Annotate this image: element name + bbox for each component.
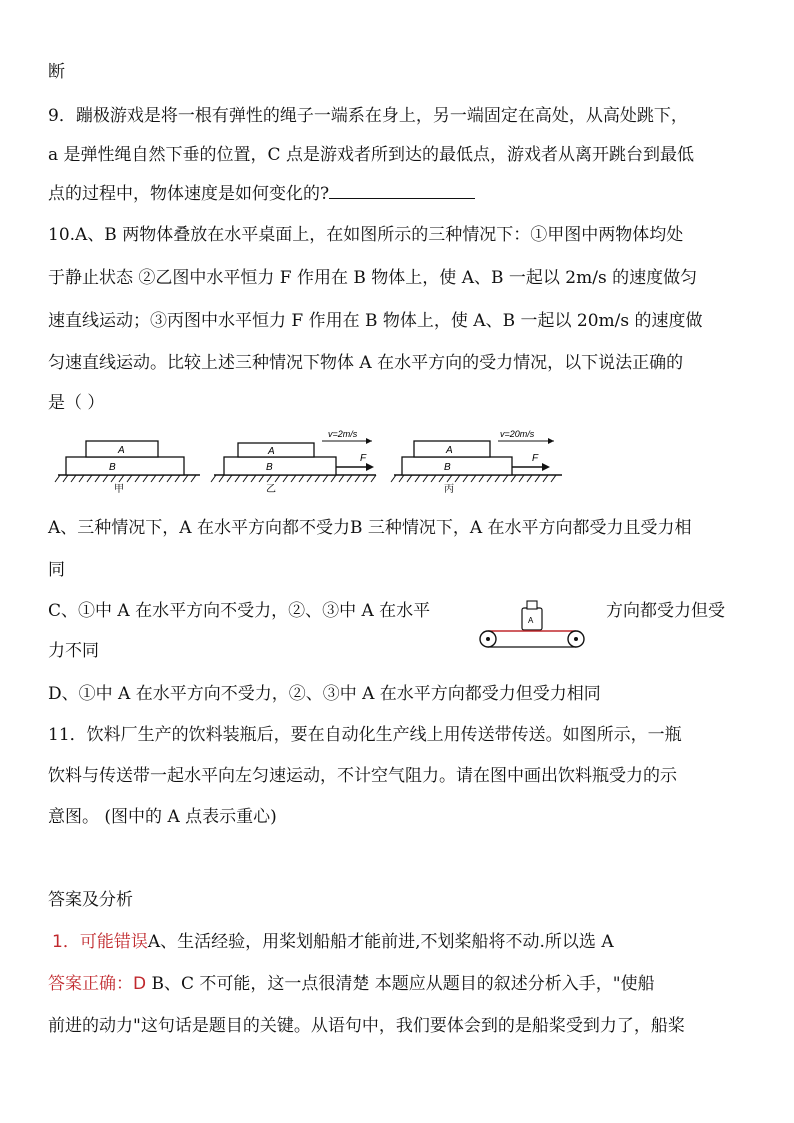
- velocity-label: v=20m/s: [500, 429, 535, 439]
- option-c-line-2: 力不同: [48, 641, 99, 661]
- correct-answer-label: 答案正确：D: [48, 974, 147, 994]
- answers-heading: 答案及分析: [48, 890, 133, 910]
- label-a: A: [118, 445, 125, 456]
- answer-3-line: 前进的动力"这句话是题目的关键。从语句中，我们要体会到的是船桨受到力了，船桨: [48, 1016, 685, 1036]
- label-a: A: [268, 446, 275, 457]
- label-b: B: [444, 462, 451, 473]
- figure-11-conveyor-belt: [476, 594, 588, 656]
- question-11-line-2: 饮料与传送带一起水平向左匀速运动，不计空气阻力。请在图中画出饮料瓶受力的示: [48, 766, 677, 786]
- caption-bing: 丙: [444, 484, 454, 495]
- caption-jia: 甲: [114, 484, 124, 495]
- panel-yi: [211, 429, 376, 495]
- block-b: [224, 457, 336, 475]
- answer-2-line: [48, 974, 655, 994]
- answer-2-text: B、C 不可能，这一点很清楚 本题应从题目的叙述分析入手，"使船: [146, 974, 655, 994]
- block-b: [402, 457, 512, 475]
- answer-blank: [329, 184, 475, 199]
- question-9-text: 点的过程中，物体速度是如何变化的?: [48, 184, 330, 204]
- question-10-line-3: 速直线运动；③丙图中水平恒力 F 作用在 B 物体上，使 A、B 一起以 20m/s 的速度做: [48, 311, 703, 331]
- force-label: F: [360, 453, 367, 464]
- block-a: [238, 443, 314, 457]
- question-10-line-5: 是（ ）: [48, 393, 105, 413]
- label-b: B: [266, 462, 273, 473]
- label-b: B: [109, 462, 116, 473]
- question-10-line-4: 匀速直线运动。比较上述三种情况下物体 A 在水平方向的受力情况，以下说法正确的: [48, 353, 684, 373]
- caption-yi: 乙: [266, 484, 276, 495]
- option-a-line-1: A、三种情况下，A 在水平方向都不受力B 三种情况下，A 在水平方向都受力且受力相: [48, 518, 692, 538]
- question-11-line-1: 11．饮料厂生产的饮料装瓶后，要在自动化生产线上用传送带传送。如图所示，一瓶: [48, 725, 682, 745]
- force-label: F: [532, 453, 539, 464]
- bottle-label: A: [528, 616, 534, 625]
- question-10-line-2: 于静止状态 ②乙图中水平恒力 F 作用在 B 物体上，使 A、B 一起以 2m/s 的速度做匀: [48, 268, 698, 288]
- velocity-label: v=2m/s: [328, 429, 358, 439]
- question-9-line-3: [48, 184, 475, 204]
- answer-1-text: A、生活经验，用桨划船船才能前进,不划桨船将不动.所以选 A: [147, 932, 614, 952]
- possible-error-label: 1．可能错误: [52, 932, 148, 952]
- panel-jia: [55, 441, 200, 495]
- bottle-cap: [527, 601, 537, 609]
- question-11-line-3: 意图。 (图中的 A 点表示重心): [48, 807, 277, 827]
- figure-10-stacked-blocks: [54, 426, 574, 496]
- option-d: D、①中 A 在水平方向不受力，②、③中 A 在水平方向都受力但受力相同: [48, 684, 601, 704]
- panel-bing: [391, 429, 562, 495]
- text-line: 断: [48, 62, 65, 82]
- question-9-line-1: 9．蹦极游戏是将一根有弹性的绳子一端系在身上，另一端固定在高处，从高处跳下，: [48, 106, 688, 126]
- answer-1-line: [52, 932, 614, 952]
- question-10-line-1: 10.A、B 两物体叠放在水平桌面上，在如图所示的三种情况下：①甲图中两物体均处: [48, 225, 684, 245]
- option-a-line-2: 同: [48, 560, 65, 580]
- option-c-line-1-left: C、①中 A 在水平方向不受力，②、③中 A 在水平: [48, 601, 431, 621]
- label-a: A: [446, 445, 453, 456]
- option-c-line-1-right: 方向都受力但受: [606, 601, 725, 621]
- block-b: [66, 457, 184, 475]
- question-9-line-2: a 是弹性绳自然下垂的位置，C 点是游戏者所到达的最低点，游戏者从离开跳台到最低: [48, 145, 694, 165]
